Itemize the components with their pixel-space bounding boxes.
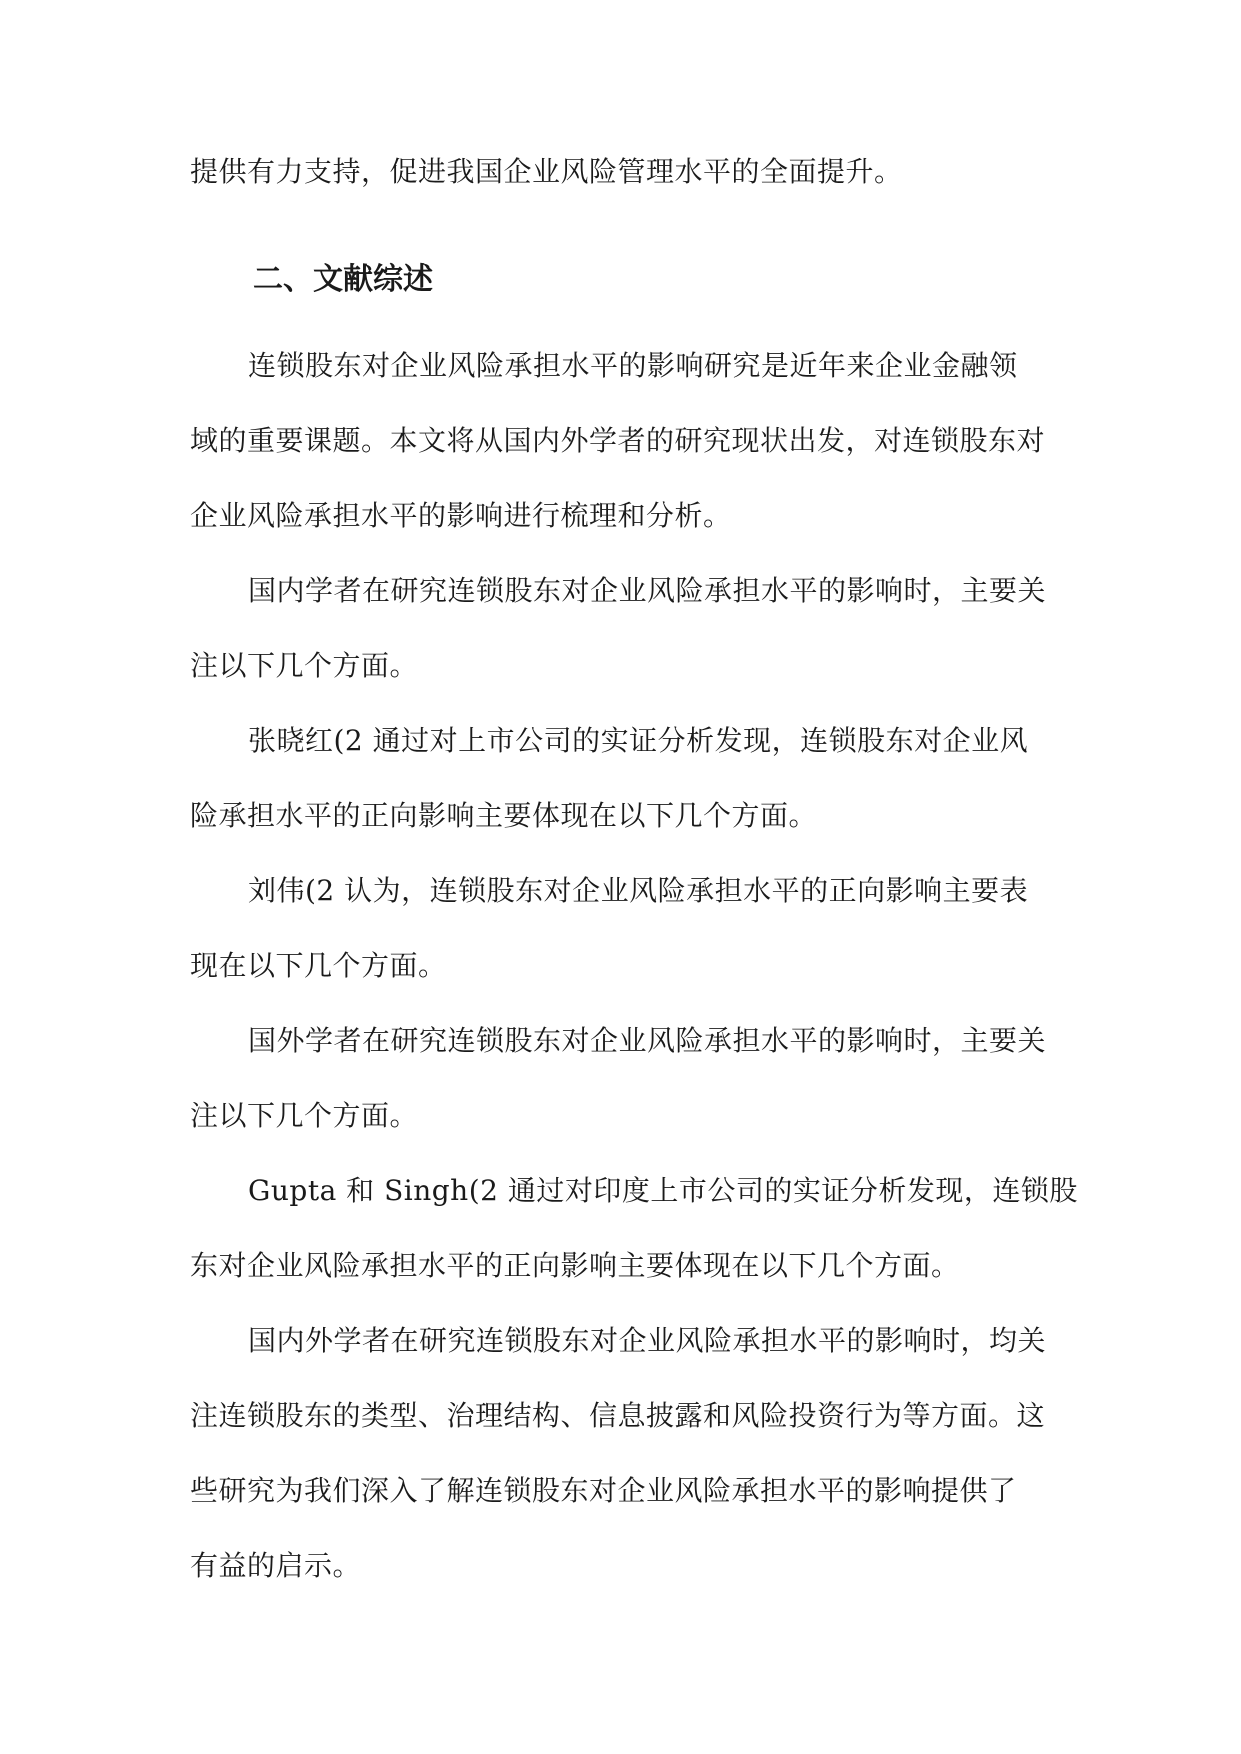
paragraph-line: 注连锁股东的类型、治理结构、信息披露和风险投资行为等方面。这 xyxy=(190,1399,1046,1432)
paragraph-line: 提供有力支持，促进我国企业风险管理水平的全面提升。 xyxy=(190,155,903,188)
paragraph-line: 企业风险承担水平的影响进行梳理和分析。 xyxy=(190,499,732,532)
paragraph-line: 注以下几个方面。 xyxy=(190,1099,419,1132)
section-heading: 二、文献综述 xyxy=(253,262,433,297)
paragraph-line: Gupta 和 Singh(2 通过对印度上市公司的实证分析发现，连锁股 xyxy=(248,1174,1078,1207)
paragraph-line: 注以下几个方面。 xyxy=(190,649,419,682)
paragraph-line: 国内外学者在研究连锁股东对企业风险承担水平的影响时，均关 xyxy=(248,1324,1047,1357)
paragraph-line: 刘伟(2 认为，连锁股东对企业风险承担水平的正向影响主要表 xyxy=(248,874,1029,907)
paragraph-line: 张晓红(2 通过对上市公司的实证分析发现，连锁股东对企业风 xyxy=(248,724,1029,757)
paragraph-line: 有益的启示。 xyxy=(190,1549,362,1582)
paragraph-line: 国内学者在研究连锁股东对企业风险承担水平的影响时，主要关 xyxy=(248,574,1047,607)
paragraph-line: 东对企业风险承担水平的正向影响主要体现在以下几个方面。 xyxy=(190,1249,960,1282)
paragraph-line: 国外学者在研究连锁股东对企业风险承担水平的影响时，主要关 xyxy=(248,1024,1047,1057)
paragraph-line: 些研究为我们深入了解连锁股东对企业风险承担水平的影响提供了 xyxy=(190,1474,1017,1507)
paragraph-line: 现在以下几个方面。 xyxy=(190,949,447,982)
paragraph-line: 连锁股东对企业风险承担水平的影响研究是近年来企业金融领 xyxy=(248,349,1018,382)
paragraph-line: 险承担水平的正向影响主要体现在以下几个方面。 xyxy=(190,799,818,832)
paragraph-line: 域的重要课题。本文将从国内外学者的研究现状出发，对连锁股东对 xyxy=(190,424,1046,457)
